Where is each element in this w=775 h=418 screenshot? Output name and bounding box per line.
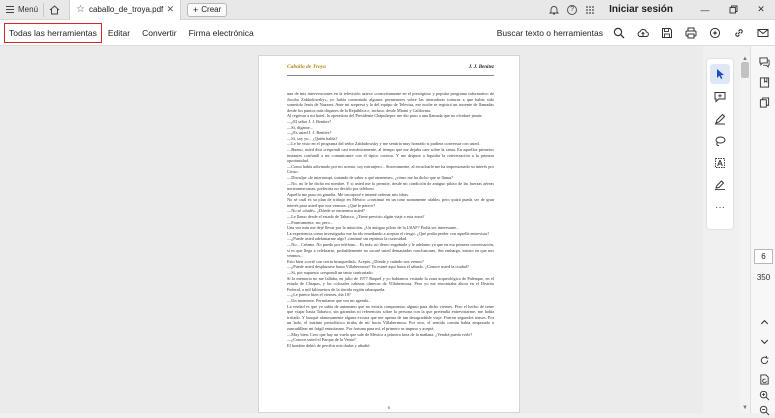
- link-icon: [733, 27, 745, 39]
- paragraph: —¿Conoce usted el Parque de la Venta?: [287, 337, 356, 343]
- email-button[interactable]: [751, 20, 775, 46]
- paragraph: Si la memoria no me fallaba, en julio de 1977 Raquel y yo habíamos visitado la zona arqueológica de Palenque, en el estado de Chiapas, y las colosales cabezas olmecas de Villahermosa. Pero yo me encontraba ahora en el Distrito Federal, a mil kilómetros de la tórrida región tabasqueña.: [287, 275, 494, 292]
- home-button[interactable]: [44, 0, 65, 20]
- all-tools-button[interactable]: Todas las herramientas: [4, 23, 102, 43]
- page-down-button[interactable]: [756, 333, 772, 349]
- paragraph: Al regresar a mi hotel, la operadora del Presidente Chapultepec me dio paso a una llamada que no olvidaré jamás.: [287, 113, 483, 119]
- page-body-text: [287, 91, 494, 348]
- bookmark-icon: [759, 77, 770, 88]
- new-button[interactable]: [187, 3, 227, 17]
- paragraph: —Sí, dígame...: [287, 124, 313, 130]
- zoom-out-button[interactable]: [756, 402, 772, 418]
- draw-tool-button[interactable]: [710, 131, 730, 151]
- paragraph: —Como había adivinado por mi acento, soy extranjero... Sinceramente, al escucharle me ha impresionado su interés por Cristo.: [287, 163, 494, 175]
- pdf-page[interactable]: [258, 55, 520, 413]
- plus-icon: +: [193, 4, 199, 15]
- paragraph: —No sé «dudé». ¿Dónde se encuentra usted?: [287, 208, 365, 214]
- comment-tool-button[interactable]: [710, 87, 730, 107]
- paragraph: El hombre debió de percibir mis dudas y añadió:: [287, 342, 371, 348]
- minimize-button[interactable]: [691, 0, 719, 20]
- page-up-button[interactable]: [756, 314, 772, 330]
- paragraph: No sé cuál es su plan de trabajo en México «continuó en un tono sumamente afable» pero quizá pueda ser de gran interés para usted que nos veamos. ¿Qué le parece?: [287, 197, 494, 208]
- comment-add-icon: [714, 91, 726, 103]
- page-refresh-button[interactable]: [756, 371, 772, 387]
- more-tools-button[interactable]: [710, 198, 730, 218]
- page-header: [287, 64, 494, 76]
- document-workspace[interactable]: [0, 46, 703, 413]
- page-header-title: Caballo de Troya: [287, 64, 326, 70]
- comments-panel-button[interactable]: [756, 54, 772, 70]
- apps-button[interactable]: [581, 0, 599, 20]
- minimize-icon: —: [700, 4, 710, 15]
- home-icon: [49, 5, 60, 15]
- paragraph: —No... Créame. No puedo por teléfono... Es más: no deseo engañarle y le adelanto ya que en esa primera conversación, si es que llega a celebrarse, probablemente no sacaré usted demasiadas conclusiones. Sin embargo, insisto en que nos veamos...: [287, 242, 494, 259]
- hamburger-icon: [6, 6, 14, 13]
- select-tool-button[interactable]: [710, 64, 730, 84]
- restore-icon: [729, 5, 738, 14]
- paragraph: —¿El señor J. J. Benítez?: [287, 118, 332, 124]
- print-icon: [685, 27, 697, 39]
- paragraph: —Le llamo desde el estado de Tabasco. ¿Tiene previsto algún viaje a esta zona?: [287, 214, 425, 220]
- chevron-down-icon: [759, 336, 770, 347]
- paragraph: —Sí, soy yo... ¿Quién habla?: [287, 135, 338, 141]
- main-toolbar: [0, 20, 775, 46]
- chevron-up-icon: [759, 317, 770, 328]
- search-tools-button[interactable]: Buscar texto o herramientas: [496, 27, 603, 38]
- close-tab-icon[interactable]: ✕: [166, 4, 175, 14]
- text-tool-button[interactable]: [710, 153, 730, 173]
- cursor-icon: [714, 68, 726, 80]
- share-link-button[interactable]: [727, 20, 751, 46]
- zoom-out-icon: [759, 405, 770, 416]
- paragraph: Una vez más me dejé llevar por la intuición. ¿Un antiguo piloto de la USAF? Podía ser interesante...: [287, 225, 460, 231]
- menu-label: Menú: [18, 5, 39, 14]
- title-bar: [0, 0, 775, 20]
- text-box-icon: [714, 157, 726, 169]
- signature-icon: [714, 179, 726, 191]
- sign-tool-button[interactable]: [710, 175, 730, 195]
- pen-icon: [714, 113, 726, 125]
- help-button[interactable]: [563, 0, 581, 20]
- paragraph: —Bueno, usted dirá «respondí casi mecánicamente, al tiempo que me dejaba caer sobre la cama. En aquellos primeros instantes confundí a mi comunicante con el típico curioso. Y me dispuse a liquidar la conversación a la primera oportunidad.: [287, 146, 494, 164]
- paragraph: una de mis intervenciones en la televisión azteca «concretamente en el prestigioso y popular programa informativo de Jacobo Zabludowsky», yo había comentado algunos pormenores sobre las aterradoras torturas a que había sido sometido Jesús de Nazaret. Ante mi sorpresa y la del equipo de Televisa, ese noche se registró un torrente de llamadas desde los puntos más dispares de la República e, incluso, desde Miami y California.: [287, 91, 494, 113]
- menu-button[interactable]: [0, 0, 43, 20]
- document-refresh-icon: [759, 374, 770, 385]
- pages-panel-button[interactable]: [756, 94, 772, 110]
- more-icon: ···: [715, 202, 725, 213]
- paragraph: —Le he visto en el programa del señor Zabludowsky y me sentiría muy honrado si pudiera conversar con usted.: [287, 141, 480, 147]
- help-icon: ?: [567, 5, 577, 15]
- convert-button[interactable]: Convertir: [142, 27, 177, 38]
- paragraph: —¿Le parece bien el viernes, día 18?: [287, 292, 351, 298]
- upload-cloud-button[interactable]: [631, 20, 655, 46]
- paragraph: —Sí, por supuesto «respondí un tanto contrariado.: [287, 270, 374, 275]
- quick-tools-bar: [706, 58, 734, 230]
- scroll-thumb[interactable]: [741, 62, 749, 78]
- paragraph: Esto bien «corté con cierta brusquedad». Acepto. ¿Dónde y cuándo nos vemos?: [287, 258, 424, 264]
- scroll-down-arrow[interactable]: ▼: [742, 405, 748, 411]
- pages-icon: [759, 97, 770, 108]
- ai-assistant-icon: [709, 27, 721, 39]
- cloud-upload-icon: [637, 27, 649, 39]
- rotate-icon: [759, 355, 770, 366]
- total-pages: 350: [756, 273, 771, 282]
- ai-assistant-button[interactable]: [703, 20, 727, 46]
- paragraph: —Francamente, no; pero...: [287, 219, 334, 225]
- close-window-button[interactable]: [747, 0, 775, 20]
- zoom-in-button[interactable]: [756, 387, 772, 403]
- close-window-icon: ✕: [757, 4, 765, 14]
- sign-in-button[interactable]: Iniciar sesión: [609, 4, 673, 15]
- document-tab[interactable]: [69, 0, 181, 20]
- current-page-input[interactable]: 6: [754, 249, 773, 264]
- paragraph: —¿Es usted J. J. Benítez?: [287, 130, 332, 136]
- mail-icon: [757, 27, 769, 39]
- esign-button[interactable]: Firma electrónica: [188, 27, 254, 38]
- paragraph: La experiencia como investigador me ha ido enseñando a aceptar el riesgo. ¿Qué podía perder con aquella entrevista?: [287, 230, 490, 236]
- rotate-button[interactable]: [756, 352, 772, 368]
- print-button[interactable]: [679, 20, 703, 46]
- paragraph: Aquello me puso en guardia. Me incorporé e intenté ordenar mis ideas.: [287, 191, 410, 197]
- highlight-tool-button[interactable]: [710, 109, 730, 129]
- comments-icon: [759, 57, 770, 68]
- paragraph: —¿Puede usted desplazarse hasta Villahermosa? Yo estaré aquí hasta el sábado. ¿Conoce usted la ciudad?: [287, 264, 469, 270]
- lasso-icon: [714, 135, 726, 147]
- bookmarks-panel-button[interactable]: [756, 74, 772, 90]
- apps-grid-icon: [585, 5, 595, 15]
- page-header-author: J. J. Benítez: [468, 65, 494, 70]
- edit-button[interactable]: Editar: [107, 27, 131, 38]
- zoom-in-icon: [759, 390, 770, 401]
- paragraph: —Muy bien. Creo que hay un vuelo que sale de México a primera hora de la mañana. ¿Vendrá pueda verle?: [287, 331, 473, 337]
- save-icon: [661, 27, 673, 39]
- tab-title: caballo_de_troya.pdf: [88, 5, 164, 14]
- notifications-button[interactable]: [545, 0, 563, 20]
- paragraph: —Un momento. Permítame que vea mi agenda...: [287, 297, 372, 303]
- search-icon: [613, 27, 625, 39]
- scroll-up-arrow[interactable]: ▲: [742, 56, 748, 62]
- search-button[interactable]: [607, 20, 631, 46]
- save-button[interactable]: [655, 20, 679, 46]
- bell-icon: [549, 5, 559, 15]
- paragraph: La verdad es que yo sabía de antemano que no existía compromiso alguno para dicho viernes. Pero el hecho de tener que viajar hasta Tabasco, sin garantías ni referencias sobre la persona con la que pretendía entrevistarme, me había irritado. Y busqué afanosamente alguna excusa que me apeara de tan desagradable viaje. Fueron segundos tensos. Por un lado, el instinto periodístico tiraba de mí hacia Villahermosa. Por otro, el sentido común había empezado a zancadillear mi frágil entusiasmo. Por fortuna para mí, el primero se impuso y acepté.: [287, 303, 494, 331]
- paragraph: —No, no le he dicho mi nombre. Y si usted me lo permite, desde mi condición de antiguo piloto de las fuerzas aéreas norteamericanas, preferiría no decirlo por teléfono.: [287, 180, 494, 192]
- paragraph: —Disculpe «le interrumpí, tratando de saber a qué atenerme», ¿cómo me ha dicho que se llama?: [287, 174, 453, 180]
- restore-button[interactable]: [719, 0, 747, 20]
- vertical-scrollbar[interactable]: [740, 56, 750, 413]
- right-panel: [750, 46, 775, 413]
- page-footer-number: 6: [388, 405, 390, 410]
- paragraph: —¿Puede usted adelantarme algo? «insinué sin reprimir la curiosidad.: [287, 236, 408, 242]
- star-icon[interactable]: ☆: [76, 4, 85, 15]
- new-label: Crear: [201, 5, 222, 14]
